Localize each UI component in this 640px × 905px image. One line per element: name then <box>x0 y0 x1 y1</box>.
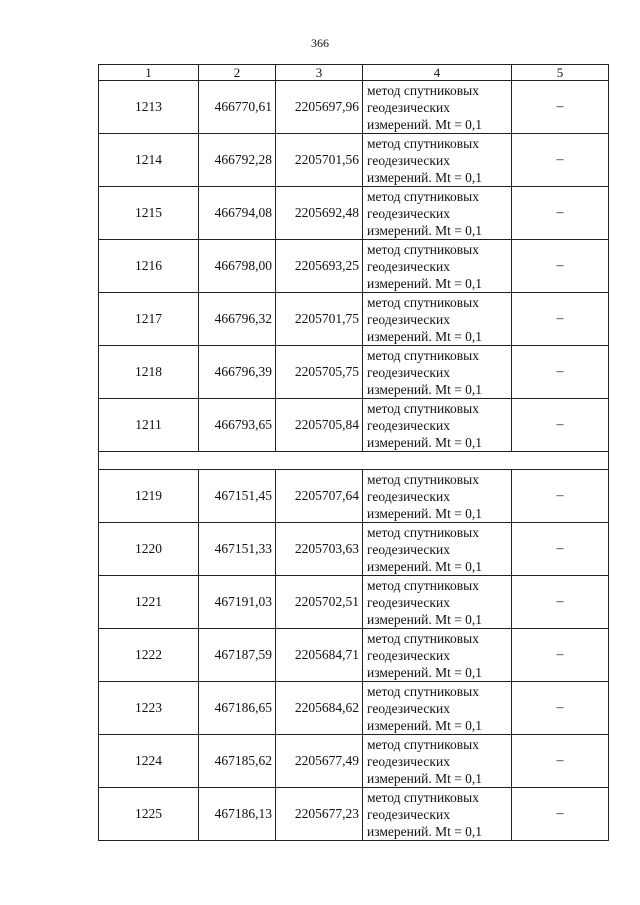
y-coordinate-cell: 2205677,49 <box>276 735 363 788</box>
point-number-cell: 1223 <box>99 682 199 735</box>
y-coordinate-cell: 2205697,96 <box>276 81 363 134</box>
table-row <box>99 523 609 576</box>
point-number-cell: 1213 <box>99 81 199 134</box>
method-cell: метод спутниковых геодезических измерений. Mt = 0,1 <box>363 293 512 346</box>
method-cell: метод спутниковых геодезических измерений. Mt = 0,1 <box>363 576 512 629</box>
page-number: 366 <box>311 36 329 50</box>
point-number-cell: 1221 <box>99 576 199 629</box>
note-cell: – <box>512 240 609 293</box>
point-number-cell: 1216 <box>99 240 199 293</box>
x-coordinate-cell: 466770,61 <box>199 81 276 134</box>
method-cell: метод спутниковых геодезических измерений. Mt = 0,1 <box>363 134 512 187</box>
x-coordinate-cell: 466798,00 <box>199 240 276 293</box>
y-coordinate-cell: 2205705,84 <box>276 399 363 452</box>
y-coordinate-cell: 2205701,75 <box>276 293 363 346</box>
table-row <box>99 293 609 346</box>
x-coordinate-cell: 467187,59 <box>199 629 276 682</box>
x-coordinate-cell: 466792,28 <box>199 134 276 187</box>
y-coordinate-cell: 2205701,56 <box>276 134 363 187</box>
y-coordinate-cell: 2205677,23 <box>276 788 363 841</box>
method-cell: метод спутниковых геодезических измерений. Mt = 0,1 <box>363 81 512 134</box>
header-cell: 5 <box>512 65 609 81</box>
table-separator-row <box>99 452 609 470</box>
note-cell: – <box>512 346 609 399</box>
table-row <box>99 735 609 788</box>
note-cell: – <box>512 788 609 841</box>
point-number-cell: 1215 <box>99 187 199 240</box>
method-cell: метод спутниковых геодезических измерений. Mt = 0,1 <box>363 240 512 293</box>
note-cell: – <box>512 134 609 187</box>
note-cell: – <box>512 682 609 735</box>
point-number-cell: 1222 <box>99 629 199 682</box>
x-coordinate-cell: 467185,62 <box>199 735 276 788</box>
method-cell: метод спутниковых геодезических измерений. Mt = 0,1 <box>363 523 512 576</box>
table-row <box>99 187 609 240</box>
y-coordinate-cell: 2205684,71 <box>276 629 363 682</box>
coordinates-table <box>98 64 609 841</box>
table-row <box>99 682 609 735</box>
method-cell: метод спутниковых геодезических измерений. Mt = 0,1 <box>363 788 512 841</box>
x-coordinate-cell: 467186,65 <box>199 682 276 735</box>
table-row <box>99 399 609 452</box>
header-cell: 2 <box>199 65 276 81</box>
point-number-cell: 1224 <box>99 735 199 788</box>
x-coordinate-cell: 466796,39 <box>199 346 276 399</box>
point-number-cell: 1214 <box>99 134 199 187</box>
method-cell: метод спутниковых геодезических измерений. Mt = 0,1 <box>363 187 512 240</box>
x-coordinate-cell: 467186,13 <box>199 788 276 841</box>
note-cell: – <box>512 735 609 788</box>
point-number-cell: 1211 <box>99 399 199 452</box>
header-cell: 1 <box>99 65 199 81</box>
y-coordinate-cell: 2205693,25 <box>276 240 363 293</box>
x-coordinate-cell: 467151,33 <box>199 523 276 576</box>
y-coordinate-cell: 2205692,48 <box>276 187 363 240</box>
table-header-row <box>99 65 609 81</box>
note-cell: – <box>512 81 609 134</box>
table-row <box>99 240 609 293</box>
separator-cell <box>99 452 609 470</box>
x-coordinate-cell: 467151,45 <box>199 470 276 523</box>
header-cell: 3 <box>276 65 363 81</box>
method-cell: метод спутниковых геодезических измерений. Mt = 0,1 <box>363 629 512 682</box>
table-row <box>99 81 609 134</box>
table-row <box>99 788 609 841</box>
point-number-cell: 1220 <box>99 523 199 576</box>
y-coordinate-cell: 2205684,62 <box>276 682 363 735</box>
note-cell: – <box>512 576 609 629</box>
note-cell: – <box>512 293 609 346</box>
table-row <box>99 134 609 187</box>
method-cell: метод спутниковых геодезических измерений. Mt = 0,1 <box>363 470 512 523</box>
note-cell: – <box>512 523 609 576</box>
y-coordinate-cell: 2205707,64 <box>276 470 363 523</box>
header-cell: 4 <box>363 65 512 81</box>
y-coordinate-cell: 2205703,63 <box>276 523 363 576</box>
note-cell: – <box>512 187 609 240</box>
x-coordinate-cell: 466796,32 <box>199 293 276 346</box>
x-coordinate-cell: 466794,08 <box>199 187 276 240</box>
table-row <box>99 346 609 399</box>
x-coordinate-cell: 467191,03 <box>199 576 276 629</box>
point-number-cell: 1225 <box>99 788 199 841</box>
table-row <box>99 576 609 629</box>
x-coordinate-cell: 466793,65 <box>199 399 276 452</box>
table-row <box>99 629 609 682</box>
method-cell: метод спутниковых геодезических измерений. Mt = 0,1 <box>363 735 512 788</box>
method-cell: метод спутниковых геодезических измерений. Mt = 0,1 <box>363 346 512 399</box>
point-number-cell: 1218 <box>99 346 199 399</box>
y-coordinate-cell: 2205702,51 <box>276 576 363 629</box>
y-coordinate-cell: 2205705,75 <box>276 346 363 399</box>
method-cell: метод спутниковых геодезических измерений. Mt = 0,1 <box>363 682 512 735</box>
point-number-cell: 1217 <box>99 293 199 346</box>
method-cell: метод спутниковых геодезических измерений. Mt = 0,1 <box>363 399 512 452</box>
table-row <box>99 470 609 523</box>
note-cell: – <box>512 399 609 452</box>
note-cell: – <box>512 629 609 682</box>
note-cell: – <box>512 470 609 523</box>
point-number-cell: 1219 <box>99 470 199 523</box>
